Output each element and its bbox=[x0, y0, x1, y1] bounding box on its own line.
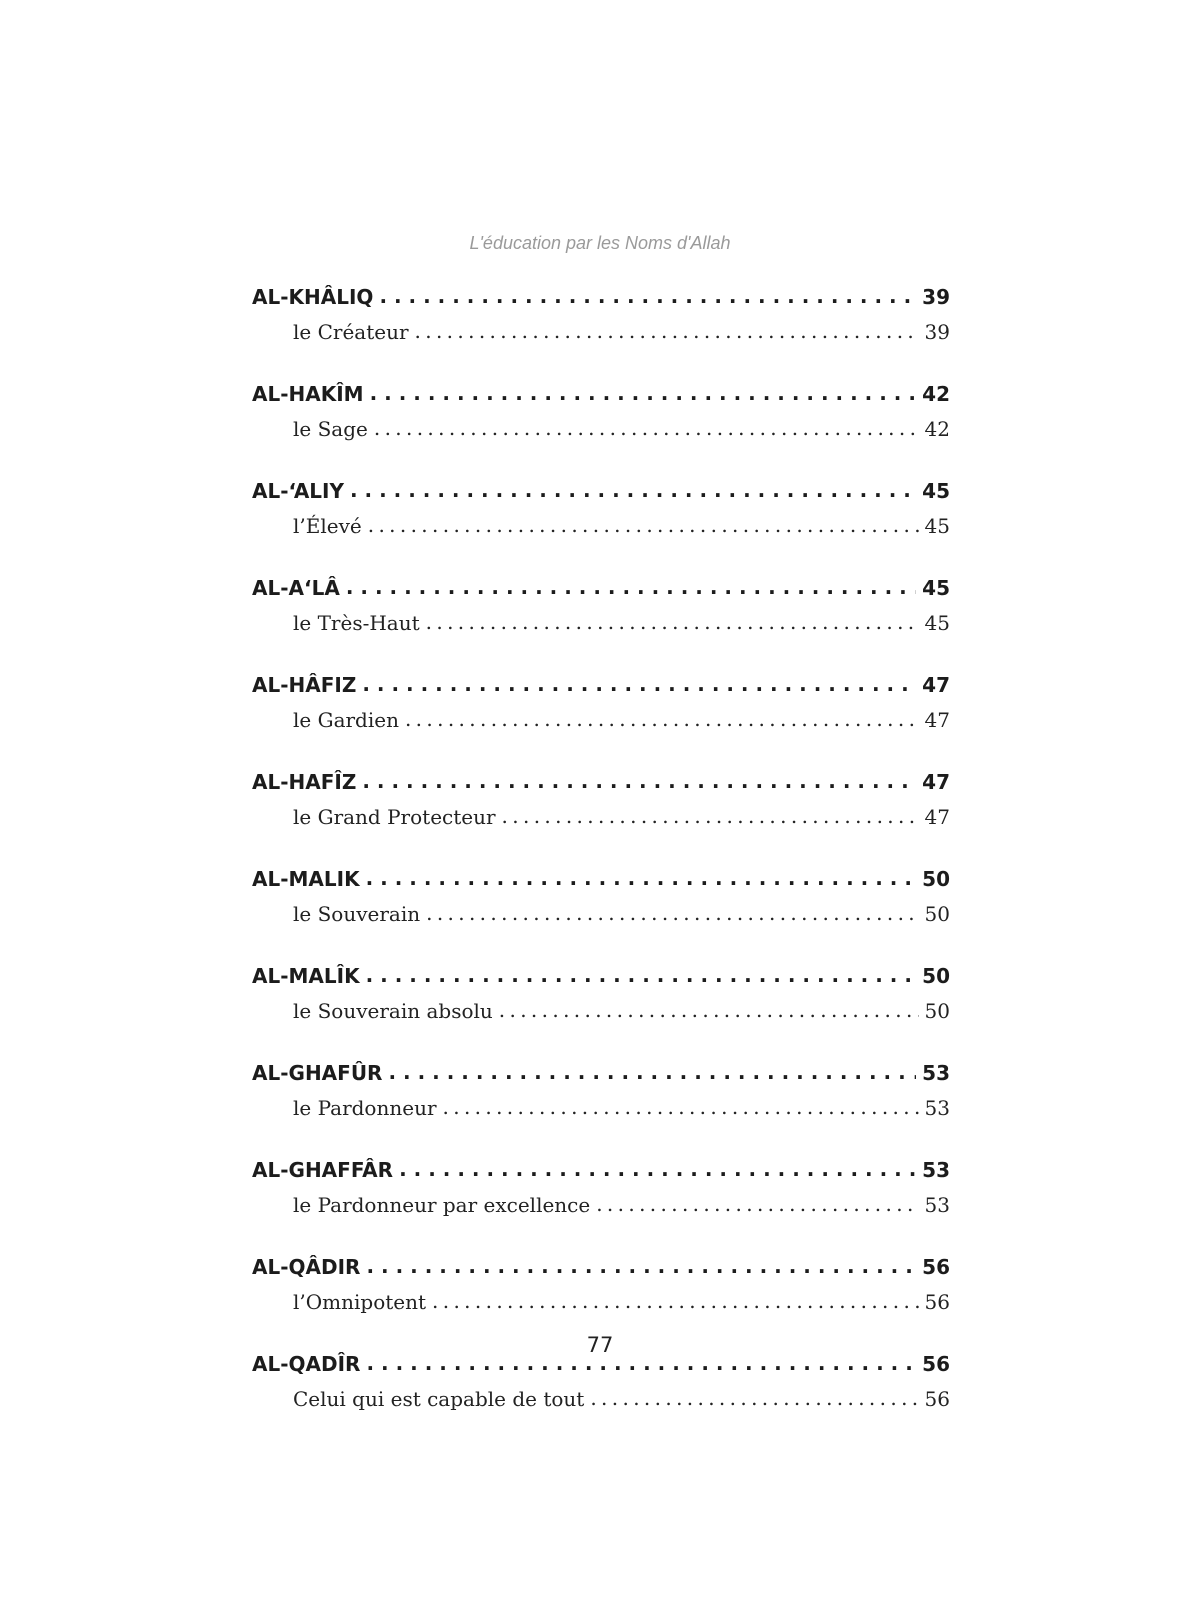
toc-page-number: 45 bbox=[924, 611, 950, 635]
toc-page-number: 39 bbox=[924, 320, 950, 344]
toc-meaning: le Gardien bbox=[293, 708, 399, 732]
toc-name: AL-KHÂLIQ bbox=[252, 285, 374, 309]
toc-page-number: 50 bbox=[924, 999, 950, 1023]
toc-name: AL-GHAFFÂR bbox=[252, 1158, 394, 1182]
dot-leader bbox=[362, 764, 916, 799]
toc-name: AL-QÂDIR bbox=[252, 1255, 361, 1279]
dot-leader bbox=[346, 570, 916, 605]
toc-page-number: 47 bbox=[922, 673, 950, 697]
toc-name: AL-MALÎK bbox=[252, 964, 360, 988]
toc-entry bbox=[252, 959, 950, 1029]
dot-leader bbox=[379, 279, 916, 314]
toc-meaning: Celui qui est capable de tout bbox=[293, 1387, 585, 1411]
toc-sub-line[interactable] bbox=[252, 315, 950, 350]
toc-entry bbox=[252, 1153, 950, 1223]
toc-name: AL-QADÎR bbox=[252, 1352, 361, 1376]
toc-page-number: 47 bbox=[924, 805, 950, 829]
toc-page-number: 53 bbox=[922, 1061, 950, 1085]
toc-page-number: 53 bbox=[924, 1096, 950, 1120]
toc-name: AL-HÂFIZ bbox=[252, 673, 357, 697]
toc-page-number: 50 bbox=[924, 902, 950, 926]
toc-main-line[interactable] bbox=[252, 1153, 950, 1188]
toc-sub-line[interactable] bbox=[252, 1382, 950, 1417]
dot-leader bbox=[432, 1284, 919, 1319]
toc-main-line[interactable] bbox=[252, 765, 950, 800]
toc-sub-line[interactable] bbox=[252, 606, 950, 641]
toc-main-line[interactable] bbox=[252, 1056, 950, 1091]
toc-sub-line[interactable] bbox=[252, 1091, 950, 1126]
toc-sub-line[interactable] bbox=[252, 509, 950, 544]
toc-page-number: 45 bbox=[924, 514, 950, 538]
toc-entry bbox=[252, 668, 950, 738]
toc-name: AL-GHAFÛR bbox=[252, 1061, 383, 1085]
table-of-contents bbox=[252, 280, 950, 1444]
toc-entry bbox=[252, 377, 950, 447]
toc-entry bbox=[252, 862, 950, 932]
toc-sub-line[interactable] bbox=[252, 1188, 950, 1223]
toc-sub-line[interactable] bbox=[252, 800, 950, 835]
toc-name: AL-‘ALIY bbox=[252, 479, 344, 503]
toc-page-number: 56 bbox=[922, 1352, 950, 1376]
toc-page-number: 53 bbox=[922, 1158, 950, 1182]
toc-meaning: le Sage bbox=[293, 417, 368, 441]
dot-leader bbox=[426, 896, 918, 931]
toc-sub-line[interactable] bbox=[252, 412, 950, 447]
toc-meaning: le Pardonneur bbox=[293, 1096, 437, 1120]
page-number: 77 bbox=[586, 1333, 614, 1357]
dot-leader bbox=[362, 667, 916, 702]
toc-page-number: 42 bbox=[924, 417, 950, 441]
toc-sub-line[interactable] bbox=[252, 897, 950, 932]
dot-leader bbox=[426, 605, 919, 640]
toc-sub-line[interactable] bbox=[252, 703, 950, 738]
toc-sub-line[interactable] bbox=[252, 994, 950, 1029]
running-header: L'éducation par les Noms d'Allah bbox=[469, 233, 731, 253]
toc-meaning: le Créateur bbox=[293, 320, 409, 344]
dot-leader bbox=[590, 1381, 918, 1416]
dot-leader bbox=[502, 799, 919, 834]
toc-page-number: 47 bbox=[924, 708, 950, 732]
toc-name: AL-HAKÎM bbox=[252, 382, 364, 406]
toc-entry bbox=[252, 280, 950, 350]
dot-leader bbox=[366, 958, 917, 993]
toc-name: AL-A‘LÂ bbox=[252, 576, 340, 600]
dot-leader bbox=[368, 508, 919, 543]
toc-meaning: le Pardonneur par excellence bbox=[293, 1193, 591, 1217]
toc-page-number: 50 bbox=[922, 964, 950, 988]
toc-main-line[interactable] bbox=[252, 959, 950, 994]
toc-entry bbox=[252, 571, 950, 641]
toc-page-number: 47 bbox=[922, 770, 950, 794]
toc-main-line[interactable] bbox=[252, 571, 950, 606]
toc-main-line[interactable] bbox=[252, 280, 950, 315]
toc-main-line[interactable] bbox=[252, 474, 950, 509]
toc-page-number: 53 bbox=[924, 1193, 950, 1217]
toc-meaning: le Souverain absolu bbox=[293, 999, 493, 1023]
toc-page-number: 56 bbox=[924, 1387, 950, 1411]
dot-leader bbox=[350, 473, 916, 508]
toc-page-number: 45 bbox=[922, 576, 950, 600]
toc-entry bbox=[252, 474, 950, 544]
toc-meaning: le Grand Protecteur bbox=[293, 805, 496, 829]
toc-page-number: 39 bbox=[922, 285, 950, 309]
dot-leader bbox=[366, 861, 917, 896]
dot-leader bbox=[366, 1249, 916, 1284]
toc-page-number: 56 bbox=[924, 1290, 950, 1314]
toc-main-line[interactable] bbox=[252, 862, 950, 897]
toc-meaning: l’Élevé bbox=[293, 514, 362, 538]
dot-leader bbox=[370, 376, 917, 411]
dot-leader bbox=[443, 1090, 919, 1125]
toc-main-line[interactable] bbox=[252, 377, 950, 412]
dot-leader bbox=[405, 702, 919, 737]
toc-page-number: 50 bbox=[922, 867, 950, 891]
dot-leader bbox=[596, 1187, 918, 1222]
toc-meaning: le Souverain bbox=[293, 902, 421, 926]
toc-entry bbox=[252, 765, 950, 835]
toc-meaning: l’Omnipotent bbox=[293, 1290, 427, 1314]
dot-leader bbox=[388, 1055, 916, 1090]
toc-main-line[interactable] bbox=[252, 668, 950, 703]
toc-page-number: 45 bbox=[922, 479, 950, 503]
toc-page-number: 42 bbox=[922, 382, 950, 406]
toc-entry bbox=[252, 1056, 950, 1126]
toc-sub-line[interactable] bbox=[252, 1285, 950, 1320]
dot-leader bbox=[499, 993, 919, 1028]
toc-name: AL-MALIK bbox=[252, 867, 360, 891]
toc-entry bbox=[252, 1347, 950, 1417]
toc-main-line[interactable] bbox=[252, 1250, 950, 1285]
toc-name: AL-HAFÎZ bbox=[252, 770, 357, 794]
toc-entry bbox=[252, 1250, 950, 1320]
dot-leader bbox=[399, 1152, 916, 1187]
dot-leader bbox=[374, 411, 919, 446]
dot-leader bbox=[415, 314, 919, 349]
toc-meaning: le Très-Haut bbox=[293, 611, 420, 635]
toc-page-number: 56 bbox=[922, 1255, 950, 1279]
